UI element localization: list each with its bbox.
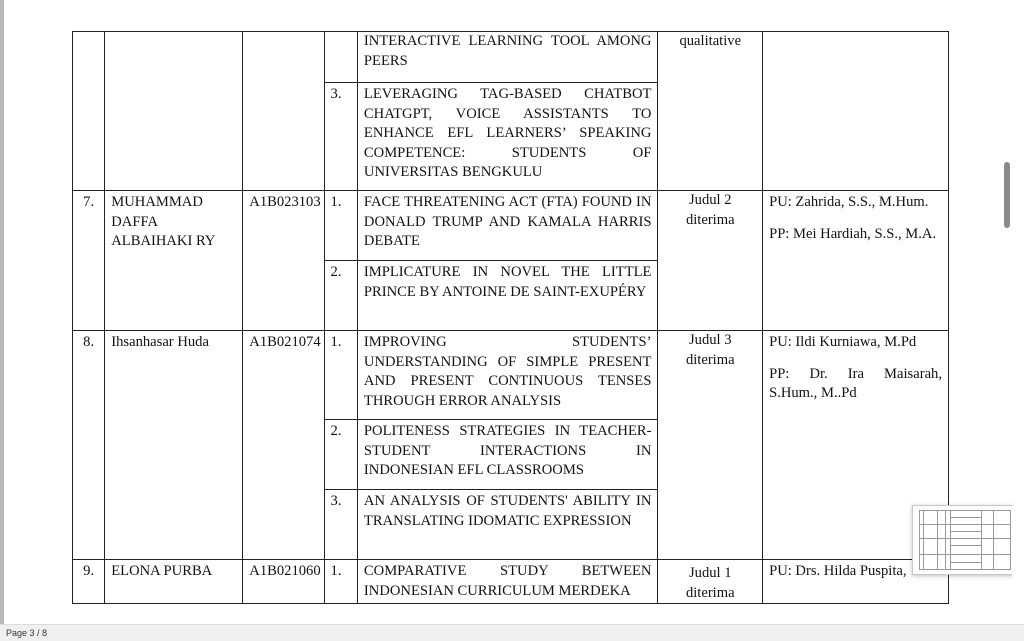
primary-supervisor: PU: Zahrida, S.S., M.Hum. [769, 194, 929, 210]
scrollbar-thumb[interactable] [1004, 162, 1010, 228]
document-page[interactable] [4, 0, 1012, 624]
title-cell: COMPARATIVE STUDY BETWEEN INDONESIAN CURRICULUM MERDEKA [357, 560, 658, 604]
supervisor-cell [763, 32, 949, 191]
title-number-cell: 1. [324, 331, 357, 420]
no-cell [73, 32, 105, 191]
title-cell: FACE THREATENING ACT (FTA) FOUND IN DONALD TRUMP AND KAMALA HARRIS DEBATE [357, 191, 658, 261]
status-cell: Judul 1 diterima [658, 560, 763, 604]
secondary-supervisor: PP: Mei Hardiah, S.S., M.A. [769, 225, 937, 242]
student-name: MUHAMMAD DAFFA ALBAIHAKI RY [105, 191, 243, 331]
thesis-title-table [72, 31, 949, 604]
page-indicator: Page 3 / 8 [6, 628, 48, 638]
table-row [73, 32, 949, 83]
title-cell: POLITENESS STRATEGIES IN TEACHER-STUDENT INTERACTIONS IN INDONESIAN EFL CLASSROOMS [357, 420, 658, 490]
primary-supervisor: PU: Drs. Hilda Puspita, [769, 563, 907, 579]
student-name: Ihsanhasar Huda [105, 331, 243, 560]
secondary-supervisor: PP: Dr. Ira Maisarah, S.Hum., M..Pd [769, 365, 942, 401]
title-number-cell: 1. [324, 191, 357, 261]
student-nim: A1B021074 [243, 331, 324, 560]
title-number-cell [324, 32, 357, 83]
title-number-cell: 3. [324, 490, 357, 560]
row-number: 8. [73, 331, 105, 560]
title-cell: IMPLICATURE IN NOVEL THE LITTLE PRINCE BY ANTOINE DE SAINT-EXUPÉRY [357, 261, 658, 331]
table-row [73, 191, 949, 261]
table-row [73, 331, 949, 420]
student-nim: A1B021060 [243, 560, 324, 604]
primary-supervisor: PU: Ildi Kurniawa, M.Pd [769, 334, 917, 350]
row-number: 7. [73, 191, 105, 331]
title-cell: IMPROVING STUDENTS’ UNDERSTANDING OF SIMPLE PRESENT AND PRESENT CONTINUOUS TENSES THROUGH ERROR ANALYSIS [357, 331, 658, 420]
supervisor-cell [763, 191, 949, 331]
title-cell: INTERACTIVE LEARNING TOOL AMONG PEERS [357, 32, 658, 83]
title-number-cell: 2. [324, 261, 357, 331]
status-cell: qualitative [658, 32, 763, 191]
student-nim: A1B023103 [243, 191, 324, 331]
title-number-cell: 2. [324, 420, 357, 490]
thumbnail-table-graphic [919, 510, 1011, 570]
nim-cell [243, 32, 324, 191]
table-row [73, 560, 949, 604]
title-number-cell: 1. [324, 560, 357, 604]
title-number-cell: 3. [324, 83, 357, 191]
page-thumbnail-preview[interactable] [912, 505, 1012, 575]
title-cell: LEVERAGING TAG-BASED CHATBOT CHATGPT, VOICE ASSISTANTS TO ENHANCE EFL LEARNERS’ SPEAKING COMPETENCE: STUDENTS OF UNIVERSITAS BENGKULU [357, 83, 658, 191]
name-cell [105, 32, 243, 191]
row-number: 9. [73, 560, 105, 604]
status-bar [0, 624, 1024, 641]
title-cell: AN ANALYSIS OF STUDENTS' ABILITY IN TRANSLATING IDOMATIC EXPRESSION [357, 490, 658, 560]
status-cell: Judul 3 diterima [658, 331, 763, 560]
student-name: ELONA PURBA [105, 560, 243, 604]
status-cell: Judul 2 diterima [658, 191, 763, 331]
